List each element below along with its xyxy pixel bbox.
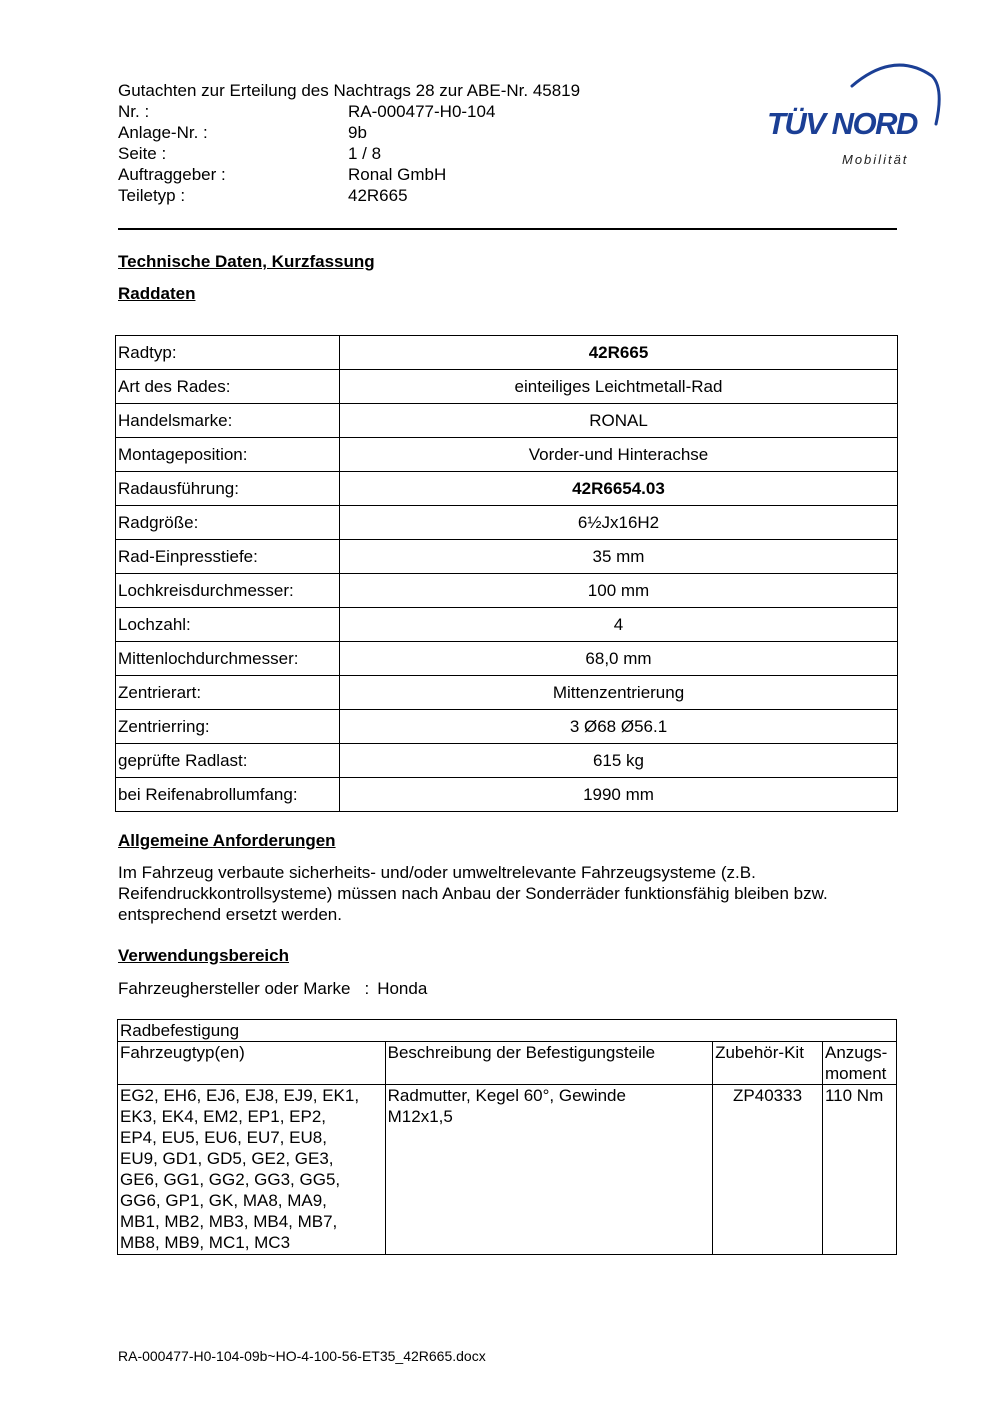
- property-value: 42R665: [340, 336, 898, 370]
- header-value: 42R665: [348, 186, 408, 205]
- section-heading-technische-daten: Technische Daten, Kurzfassung: [118, 252, 375, 271]
- hersteller-value: Honda: [377, 979, 428, 998]
- header-field-teiletyp: [118, 185, 678, 206]
- property-label: bei Reifenabrollumfang:: [116, 778, 340, 812]
- property-value: 1990 mm: [340, 778, 898, 812]
- column-header-anzugsmoment: [822, 1042, 896, 1085]
- property-value: 615 kg: [340, 744, 898, 778]
- anzugsmoment-cell: 110 Nm: [822, 1085, 896, 1255]
- fahrzeugtypen-cell: [118, 1085, 386, 1255]
- header-line: Anzugs-: [824, 1043, 888, 1062]
- table-row: [116, 336, 898, 370]
- table-row: [116, 710, 898, 744]
- header-field-auftraggeber: [118, 164, 678, 185]
- property-label: Radgröße:: [116, 506, 340, 540]
- property-value: 4: [340, 608, 898, 642]
- description-line: Radmutter, Kegel 60°, Gewinde: [387, 1086, 626, 1105]
- property-label: Lochkreisdurchmesser:: [116, 574, 340, 608]
- header-value: 1 / 8: [348, 144, 382, 163]
- type-line: EP4, EU5, EU6, EU7, EU8,: [120, 1128, 327, 1147]
- header-field-nr: [118, 101, 678, 122]
- tuv-nord-logo: [764, 58, 944, 174]
- document-title: Gutachten zur Erteilung des Nachtrags 28 zur ABE-Nr. 45819: [118, 81, 581, 100]
- table-row: [116, 574, 898, 608]
- type-line: MB1, MB2, MB3, MB4, MB7,: [120, 1212, 338, 1231]
- property-value: 100 mm: [340, 574, 898, 608]
- header-label: Teiletyp :: [118, 186, 186, 205]
- table-row: [116, 642, 898, 676]
- property-label: Montageposition:: [116, 438, 340, 472]
- property-label: Radtyp:: [116, 336, 340, 370]
- table-row: [116, 540, 898, 574]
- header-label: Anlage-Nr. :: [118, 123, 208, 142]
- type-line: GE6, GG1, GG2, GG3, GG5,: [120, 1170, 341, 1189]
- hersteller-separator: :: [364, 979, 370, 998]
- property-label: Lochzahl:: [116, 608, 340, 642]
- property-value: Mittenzentrierung: [340, 676, 898, 710]
- property-value: 35 mm: [340, 540, 898, 574]
- table-row: [116, 778, 898, 812]
- table-row: [116, 506, 898, 540]
- property-value: 3 Ø68 Ø56.1: [340, 710, 898, 744]
- type-line: MB8, MB9, MC1, MC3: [120, 1233, 291, 1252]
- type-line: EK3, EK4, EM2, EP1, EP2,: [120, 1107, 326, 1126]
- hersteller-label: Fahrzeughersteller oder Marke: [118, 979, 351, 998]
- raddaten-table: [115, 335, 898, 812]
- property-label: Handelsmarke:: [116, 404, 340, 438]
- header-field-seite: [118, 143, 678, 164]
- header-line: moment: [824, 1064, 887, 1083]
- header-value: RA-000477-H0-104: [348, 102, 496, 121]
- section-heading-raddaten: Raddaten: [118, 284, 196, 303]
- radbefestigung-table: [117, 1019, 897, 1255]
- table-row: [116, 370, 898, 404]
- table-title-row: [118, 1020, 897, 1042]
- type-line: EG2, EH6, EJ6, EJ8, EJ9, EK1,: [120, 1086, 360, 1105]
- logo-wordmark: TÜV NORD: [767, 106, 917, 141]
- table-row: [116, 404, 898, 438]
- document-header: [118, 80, 678, 206]
- header-label: Auftraggeber :: [118, 165, 226, 184]
- property-label: Zentrierart:: [116, 676, 340, 710]
- property-value: Vorder-und Hinterachse: [340, 438, 898, 472]
- property-label: Zentrierring:: [116, 710, 340, 744]
- header-value: Ronal GmbH: [348, 165, 447, 184]
- property-value: 6½Jx16H2: [340, 506, 898, 540]
- table-row: [116, 744, 898, 778]
- property-value: 42R6654.03: [340, 472, 898, 506]
- table-row: [116, 608, 898, 642]
- beschreibung-cell: [385, 1085, 712, 1255]
- header-label: Nr. :: [118, 102, 150, 121]
- column-header-fahrzeugtyp: Fahrzeugtyp(en): [118, 1042, 386, 1085]
- section-heading-verwendung: Verwendungsbereich: [118, 946, 289, 965]
- allgemeine-paragraph: Im Fahrzeug verbaute sicherheits- und/oder umweltrelevante Fahrzeugsysteme (z.B. Reifendruckkontrollsysteme) müssen nach Anbau der Sonderräder funktionsfähig bleiben bzw. entsprechend ersetzt werden.: [118, 863, 828, 924]
- column-header-zubehoer-kit: Zubehör-Kit: [713, 1042, 823, 1085]
- table-row: [116, 438, 898, 472]
- table-row: [118, 1085, 897, 1255]
- type-line: GG6, GP1, GK, MA8, MA9,: [120, 1191, 327, 1210]
- type-line: EU9, GD1, GD5, GE2, GE3,: [120, 1149, 334, 1168]
- description-line: M12x1,5: [387, 1107, 453, 1126]
- header-field-anlage: [118, 122, 678, 143]
- table-row: [116, 472, 898, 506]
- header-divider: [118, 228, 897, 230]
- header-label: Seite :: [118, 144, 167, 163]
- property-label: geprüfte Radlast:: [116, 744, 340, 778]
- table-header-row: [118, 1042, 897, 1085]
- property-value: einteiliges Leichtmetall-Rad: [340, 370, 898, 404]
- footer-filename: RA-000477-H0-104-09b~HO-4-100-56-ET35_42R665.docx: [118, 1348, 486, 1364]
- table-title: Radbefestigung: [118, 1020, 897, 1042]
- property-label: Mittenlochdurchmesser:: [116, 642, 340, 676]
- table-row: [116, 676, 898, 710]
- zubehoer-kit-cell: ZP40333: [713, 1085, 823, 1255]
- hersteller-line: [118, 978, 908, 999]
- property-label: Rad-Einpresstiefe:: [116, 540, 340, 574]
- section-heading-allgemeine: Allgemeine Anforderungen: [118, 831, 336, 850]
- logo-subtitle: Mobilität: [842, 152, 909, 167]
- property-label: Radausführung:: [116, 472, 340, 506]
- header-value: 9b: [348, 123, 367, 142]
- column-header-beschreibung: Beschreibung der Befestigungsteile: [385, 1042, 712, 1085]
- property-value: 68,0 mm: [340, 642, 898, 676]
- property-value: RONAL: [340, 404, 898, 438]
- property-label: Art des Rades:: [116, 370, 340, 404]
